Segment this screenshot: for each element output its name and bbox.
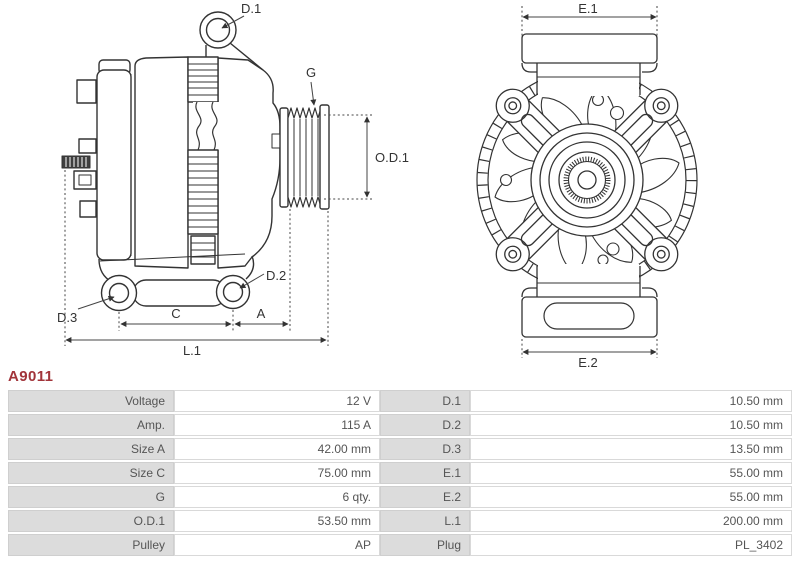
spec-value-cell: 6 qty. bbox=[174, 486, 380, 508]
table-row bbox=[8, 414, 792, 436]
spec-value-cell: 115 A bbox=[174, 414, 380, 436]
spec-label-cell: G bbox=[8, 486, 174, 508]
table-row bbox=[8, 534, 792, 556]
dim-label-d3: D.3 bbox=[57, 310, 78, 325]
dim-label-l1: L.1 bbox=[182, 343, 202, 358]
spec-label-cell: Plug bbox=[380, 534, 470, 556]
dim-label-c: C bbox=[171, 306, 181, 321]
spec-value-cell: 55.00 mm bbox=[470, 486, 792, 508]
spec-label-cell: Amp. bbox=[8, 414, 174, 436]
spec-label-cell: Size C bbox=[8, 462, 174, 484]
spec-value-cell: 55.00 mm bbox=[470, 462, 792, 484]
dim-label-d2: D.2 bbox=[266, 268, 287, 283]
pulley bbox=[280, 105, 329, 209]
stator-ribs bbox=[188, 57, 219, 264]
spec-label-cell: D.2 bbox=[380, 414, 470, 436]
spec-value-cell: 13.50 mm bbox=[470, 438, 792, 460]
dim-label-a: A bbox=[256, 306, 266, 321]
hub bbox=[531, 124, 643, 236]
dim-label-e2: E.2 bbox=[578, 355, 598, 370]
spec-label-cell: L.1 bbox=[380, 510, 470, 532]
dim-label-d1: D.1 bbox=[241, 1, 262, 16]
spec-label-cell: O.D.1 bbox=[8, 510, 174, 532]
spec-label-cell: E.1 bbox=[380, 462, 470, 484]
spec-label-cell: E.2 bbox=[380, 486, 470, 508]
front-view-drawing bbox=[477, 34, 697, 337]
top-bracket bbox=[522, 34, 657, 96]
spec-label-cell: D.1 bbox=[380, 390, 470, 412]
spec-value-cell: 53.50 mm bbox=[174, 510, 380, 532]
spec-value-cell: 12 V bbox=[174, 390, 380, 412]
spec-value-cell: 42.00 mm bbox=[174, 438, 380, 460]
table-row bbox=[8, 438, 792, 460]
spec-value-cell: 75.00 mm bbox=[174, 462, 380, 484]
spec-value-cell: AP bbox=[174, 534, 380, 556]
spec-value-cell: 10.50 mm bbox=[470, 414, 792, 436]
spec-value-cell: 10.50 mm bbox=[470, 390, 792, 412]
dim-label-od1: O.D.1 bbox=[375, 150, 409, 165]
part-number: A9011 bbox=[8, 368, 54, 385]
table-row bbox=[8, 462, 792, 484]
dim-label-e1: E.1 bbox=[578, 1, 598, 16]
table-row bbox=[8, 510, 792, 532]
spec-table bbox=[8, 388, 792, 558]
table-row bbox=[8, 486, 792, 508]
spec-value-cell: 200.00 mm bbox=[470, 510, 792, 532]
dim-label-g: G bbox=[305, 65, 317, 80]
spec-label-cell: Voltage bbox=[8, 390, 174, 412]
spec-label-cell: D.3 bbox=[380, 438, 470, 460]
table-row bbox=[8, 390, 792, 412]
bottom-bracket bbox=[522, 264, 657, 337]
shaft-hole bbox=[578, 171, 596, 189]
spec-label-cell: Size A bbox=[8, 438, 174, 460]
spec-value-cell: PL_3402 bbox=[470, 534, 792, 556]
spec-label-cell: Pulley bbox=[8, 534, 174, 556]
side-view-drawing bbox=[62, 12, 329, 311]
